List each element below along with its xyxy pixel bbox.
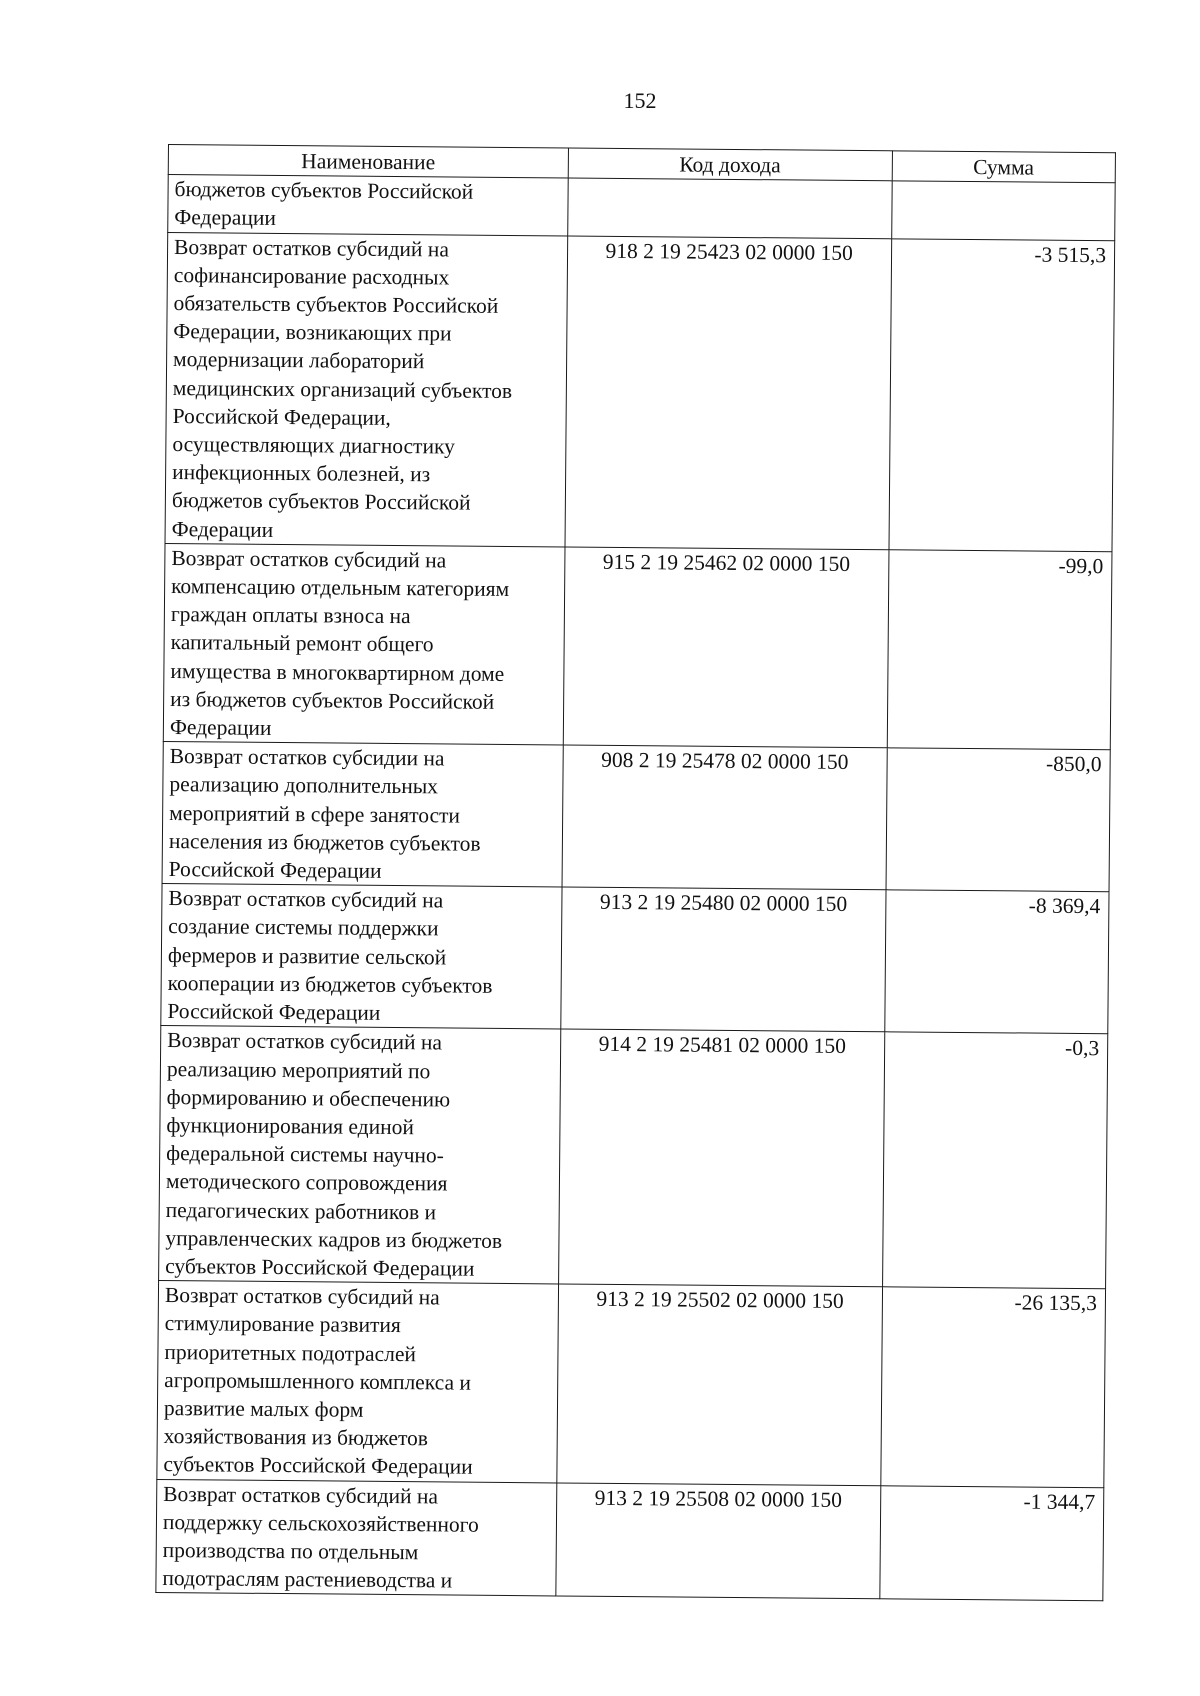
header-name: Наименование <box>168 145 568 179</box>
row-code: 913 2 19 25480 02 0000 150 <box>560 887 885 1032</box>
row-code: 914 2 19 25481 02 0000 150 <box>558 1029 884 1287</box>
row-name: Возврат остатков субсидии на реализацию дополнительных мероприятий в сфере занятости населения из бюджетов субъектов Российской Федерации <box>162 742 563 887</box>
row-code: 918 2 19 25423 02 0000 150 <box>565 236 892 550</box>
row-sum: -1 344,7 <box>879 1485 1103 1601</box>
table-row <box>163 543 1112 750</box>
row-name: Возврат остатков субсидий на реализацию мероприятий по формированию и обеспечению функционирования единой федеральной системы научно- методического сопровождения педагогических работников и управленческих кадров из бюджетов субъектов Российской Федерации <box>159 1026 561 1284</box>
row-sum: -3 515,3 <box>889 238 1115 551</box>
table-row <box>156 1479 1104 1601</box>
row-code: 908 2 19 25478 02 0000 150 <box>562 745 887 890</box>
row-sum <box>891 181 1115 240</box>
table-row <box>165 232 1115 551</box>
row-code <box>567 178 891 238</box>
row-name: Возврат остатков субсидий на создание системы поддержки фермеров и развитие сельской кооперации из бюджетов субъектов Российской Федерации <box>161 884 562 1029</box>
page-number: 152 <box>623 88 657 113</box>
row-code: 913 2 19 25508 02 0000 150 <box>556 1482 881 1599</box>
row-sum: -0,3 <box>882 1032 1108 1289</box>
header-sum: Сумма <box>892 151 1116 183</box>
row-sum: -850,0 <box>886 748 1111 892</box>
table-row <box>157 1281 1106 1488</box>
header-code: Код дохода <box>568 148 892 181</box>
row-code: 915 2 19 25462 02 0000 150 <box>563 547 889 748</box>
row-sum: -99,0 <box>887 550 1112 750</box>
table-row <box>162 742 1110 892</box>
row-name: Возврат остатков субсидий на поддержку сельскохозяйственного производства по отдельным подотраслям растениеводства и <box>156 1479 557 1596</box>
row-name: бюджетов субъектов Российской Федерации <box>168 175 568 236</box>
row-sum: -26 135,3 <box>880 1287 1105 1487</box>
row-name: Возврат остатков субсидий на стимулирование развития приоритетных подотраслей агропромышленного комплекса и развитие малых форм хозяйствования из бюджетов субъектов Российской Федерации <box>157 1281 558 1483</box>
row-name: Возврат остатков субсидий на софинансирование расходных обязательств субъектов Российской Федерации, возникающих при модернизации лабораторий медицинских организаций субъектов Российской Федерации, осуществляющих диагностику инфекционных болезней, из бюджетов субъектов Российской Федерации <box>165 232 567 547</box>
row-name: Возврат остатков субсидий на компенсацию отдельным категориям граждан оплаты взноса на капитальный ремонт общего имущества в многоквартирном доме из бюджетов субъектов Российской Федерации <box>163 543 564 745</box>
row-sum: -8 369,4 <box>884 890 1109 1034</box>
revenue-table <box>155 144 1116 1602</box>
table-row <box>161 884 1109 1034</box>
table-row <box>168 175 1115 241</box>
row-code: 913 2 19 25502 02 0000 150 <box>557 1284 883 1485</box>
table-row <box>159 1026 1108 1289</box>
